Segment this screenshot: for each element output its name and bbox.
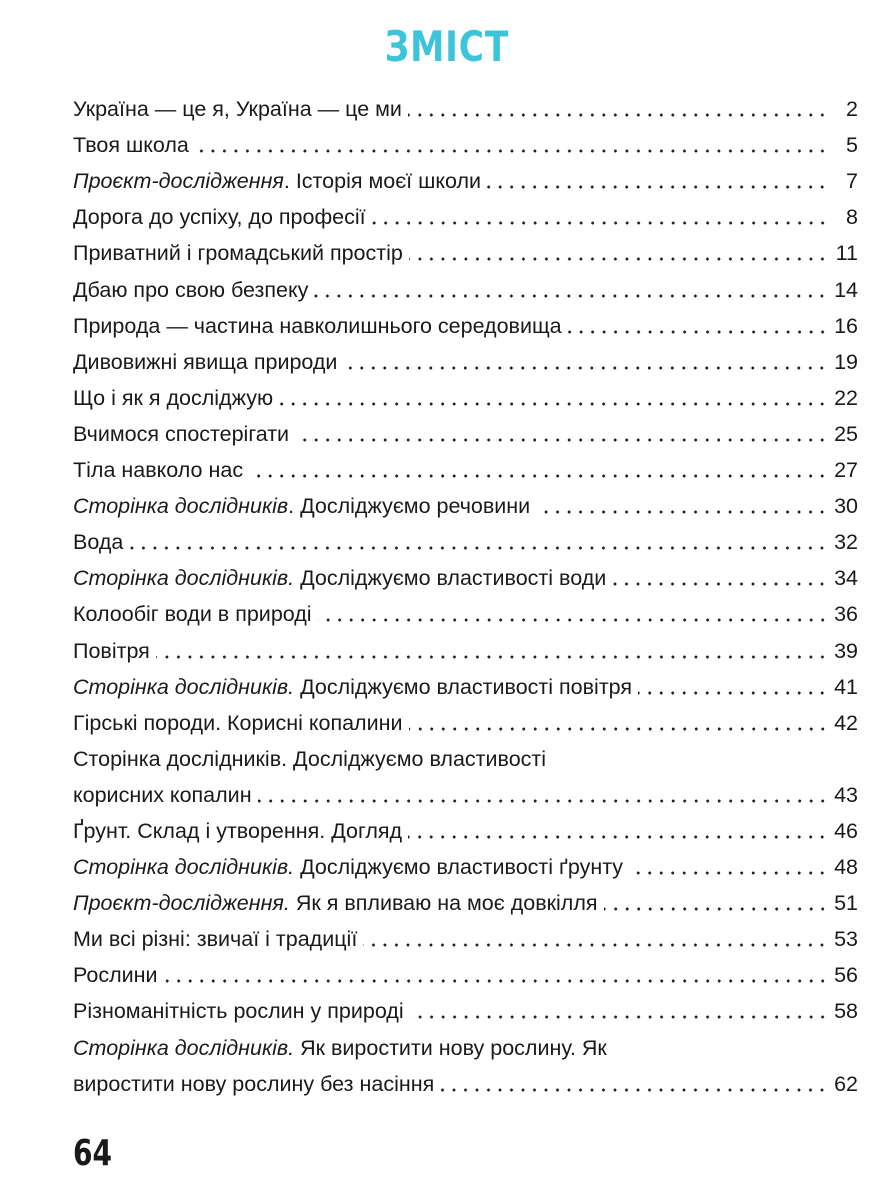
page-title: ЗМІСТ	[384, 22, 510, 71]
entry-section-type: Сторінка дослідників.	[73, 855, 295, 880]
entry-section-type: Сторінка дослідників.	[73, 674, 295, 699]
dot-leader	[604, 907, 828, 911]
entry-title-text: Дивовижні явища природи	[73, 349, 338, 374]
dot-leader	[295, 438, 828, 442]
dot-leader	[409, 257, 828, 261]
entry-page-number: 48	[834, 855, 858, 880]
entry-title	[73, 639, 150, 668]
entry-page-number: 43	[834, 782, 858, 807]
toc-entry[interactable]	[73, 884, 858, 920]
toc-entry[interactable]	[73, 379, 858, 415]
entry-page-number: 42	[834, 710, 858, 735]
toc-entry[interactable]	[73, 559, 858, 595]
entry-title	[73, 891, 598, 920]
entry-page-number: 27	[834, 458, 858, 483]
dot-leader	[343, 366, 828, 370]
dot-leader	[487, 185, 828, 189]
toc-entry[interactable]	[73, 740, 858, 812]
entry-title	[73, 169, 481, 198]
entry-section-type: Сторінка дослідників.	[73, 1035, 295, 1060]
entry-title-text: Як я впливаю на моє довкілля	[289, 891, 598, 916]
entry-title-text: Досліджуємо властивості ґрунту	[294, 855, 624, 880]
entry-title	[73, 386, 273, 415]
entry-title	[73, 999, 404, 1028]
entry-title	[73, 783, 252, 812]
entry-title	[73, 205, 366, 234]
dot-leader	[612, 582, 828, 586]
toc-entry[interactable]	[73, 631, 858, 667]
page-number: 64	[73, 1133, 113, 1174]
entry-title-text: Досліджуємо властивості води	[294, 566, 607, 591]
toc-entry[interactable]	[73, 956, 858, 992]
entry-title-text: Гірські породи. Корисні копалини	[73, 710, 403, 735]
entry-title-text: Вода	[73, 530, 124, 555]
entry-title-text: Різноманітність рослин у природі	[73, 999, 404, 1024]
entry-title	[73, 747, 546, 776]
toc-entry-line	[73, 1065, 858, 1101]
toc-entry[interactable]	[73, 307, 858, 343]
toc-entry[interactable]	[73, 451, 858, 487]
toc-entry[interactable]	[73, 270, 858, 306]
entry-page-number: 36	[834, 602, 858, 627]
dot-leader	[314, 294, 828, 298]
entry-title	[73, 819, 402, 848]
toc-entry[interactable]	[73, 415, 858, 451]
toc-entry[interactable]	[73, 198, 858, 234]
entry-page-number: 5	[846, 133, 858, 158]
entry-page-number: 62	[834, 1071, 858, 1096]
entry-section-type: Проєкт-дослідження	[73, 169, 284, 194]
toc-entry[interactable]	[73, 812, 858, 848]
dot-leader	[638, 691, 828, 695]
toc-entry[interactable]	[73, 523, 858, 559]
dot-leader	[408, 113, 828, 117]
entry-title	[73, 963, 158, 992]
entry-title-text: . Досліджуємо речовини	[288, 494, 531, 519]
entry-page-number: 46	[834, 818, 858, 843]
toc-entry-line	[73, 1028, 858, 1064]
toc-entry[interactable]	[73, 1028, 858, 1100]
toc-entry[interactable]	[73, 704, 858, 740]
table-of-contents	[73, 90, 858, 1101]
entry-page-number: 32	[834, 530, 858, 555]
dot-leader	[279, 402, 828, 406]
toc-entry[interactable]	[73, 920, 858, 956]
entry-title	[73, 241, 403, 270]
entry-title-text: Природа — частина навколишнього середовища	[73, 313, 562, 338]
entry-title-text: . Історія моєї школи	[283, 169, 482, 194]
entry-title	[73, 530, 123, 559]
entry-page-number: 14	[834, 277, 858, 302]
toc-entry[interactable]	[73, 234, 858, 270]
entry-title	[73, 1036, 607, 1065]
entry-title-text: Як виростити нову рослину. Як	[294, 1035, 607, 1060]
entry-page-number: 58	[834, 999, 858, 1024]
entry-title-text: Ми всі різні: звичаї і традиції	[73, 927, 358, 952]
entry-title-text: Твоя школа	[73, 133, 189, 158]
entry-title	[73, 711, 403, 740]
entry-title-text: корисних копалин	[73, 782, 252, 807]
entry-title-text: Приватний і громадський простір	[73, 241, 403, 266]
dot-leader	[568, 330, 828, 334]
entry-title	[73, 97, 402, 126]
entry-title	[73, 278, 308, 307]
toc-entry-line	[73, 740, 858, 776]
entry-title-text: Досліджуємо властивості повітря	[294, 674, 633, 699]
entry-title	[73, 422, 289, 451]
entry-page-number: 19	[834, 349, 858, 374]
entry-title	[73, 927, 357, 956]
entry-title	[73, 675, 632, 704]
entry-title-text: Вчимося спостерігати	[73, 421, 290, 446]
dot-leader	[629, 871, 828, 875]
entry-page-number: 30	[834, 494, 858, 519]
dot-leader	[195, 149, 828, 153]
entry-page-number: 22	[834, 385, 858, 410]
entry-page-number: 8	[846, 205, 858, 230]
entry-title-text: Дорога до успіху, до професії	[73, 205, 366, 230]
toc-entry-line	[73, 776, 858, 812]
entry-page-number: 39	[834, 638, 858, 663]
entry-title	[73, 566, 606, 595]
entry-page-number: 25	[834, 421, 858, 446]
entry-title-text: Рослини	[73, 963, 158, 988]
entry-section-type: Проєкт-дослідження.	[73, 891, 290, 916]
entry-title	[73, 458, 243, 487]
entry-page-number: 11	[835, 241, 858, 266]
toc-entry[interactable]	[73, 487, 858, 523]
entry-title-text: Що і як я досліджую	[73, 385, 274, 410]
entry-page-number: 51	[834, 891, 858, 916]
dot-leader	[258, 799, 828, 803]
dot-leader	[410, 1015, 828, 1019]
entry-title-text: Повітря	[73, 638, 150, 663]
dot-leader	[156, 655, 828, 659]
entry-page-number: 16	[834, 313, 858, 338]
dot-leader	[249, 474, 828, 478]
toc-entry[interactable]	[73, 162, 858, 198]
entry-title-text: Ґрунт. Склад і утворення. Догляд	[73, 818, 403, 843]
entry-section-type: Сторінка дослідників.	[73, 566, 295, 591]
entry-page-number: 53	[834, 927, 858, 952]
entry-title-text: виростити нову рослину без насіння	[73, 1071, 435, 1096]
toc-entry[interactable]	[73, 126, 858, 162]
entry-title-text: Колообіг води в природі	[73, 602, 312, 627]
entry-page-number: 34	[834, 566, 858, 591]
entry-title-text: Дбаю про свою безпеку	[73, 277, 309, 302]
toc-entry[interactable]	[73, 668, 858, 704]
entry-page-number: 7	[846, 169, 858, 194]
entry-page-number: 56	[834, 963, 858, 988]
dot-leader	[318, 618, 828, 622]
dot-leader	[408, 835, 828, 839]
toc-entry[interactable]	[73, 848, 858, 884]
entry-title	[73, 350, 337, 379]
entry-page-number: 41	[834, 674, 858, 699]
dot-leader	[409, 727, 829, 731]
entry-title-text: Україна — це я, Україна — це ми	[73, 97, 402, 122]
dot-leader	[164, 979, 828, 983]
toc-entry[interactable]	[73, 343, 858, 379]
dot-leader	[440, 1088, 828, 1092]
entry-title	[73, 602, 312, 631]
toc-entry[interactable]	[73, 90, 858, 126]
entry-page-number: 2	[846, 97, 858, 122]
entry-title	[73, 1072, 434, 1101]
entry-section-type: Сторінка дослідників	[73, 494, 289, 519]
entry-title	[73, 133, 189, 162]
dot-leader	[536, 510, 828, 514]
dot-leader	[129, 546, 828, 550]
toc-entry[interactable]	[73, 595, 858, 631]
entry-title	[73, 314, 562, 343]
dot-leader	[372, 221, 828, 225]
toc-entry[interactable]	[73, 992, 858, 1028]
entry-title-text: Сторінка дослідників. Досліджуємо властивості	[73, 746, 547, 771]
dot-leader	[363, 943, 828, 947]
entry-title	[73, 855, 623, 884]
entry-title-text: Тіла навколо нас	[73, 458, 244, 483]
entry-title	[73, 494, 530, 523]
